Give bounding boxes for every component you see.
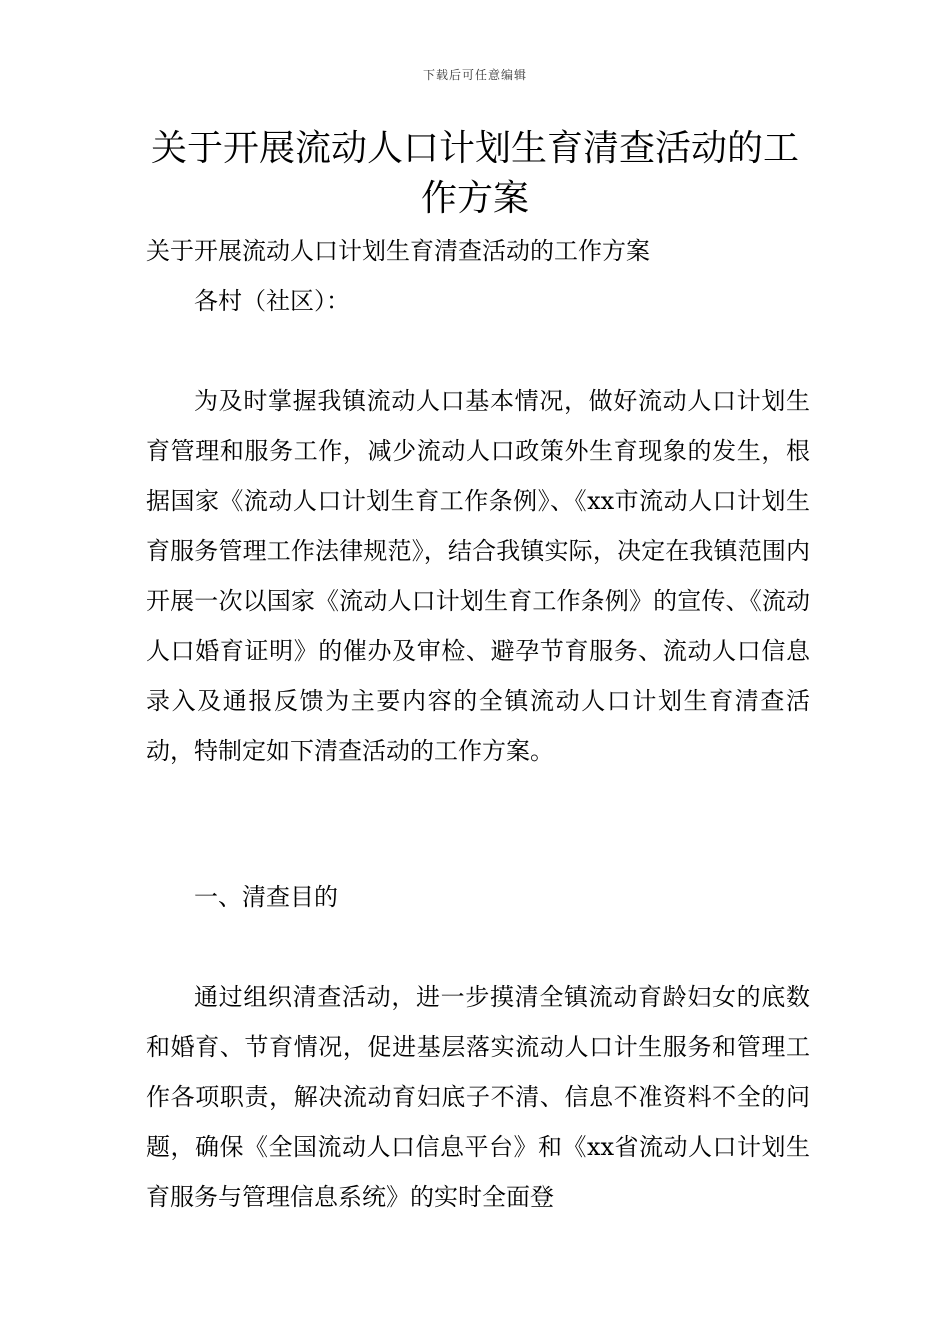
document-title: 关于开展流动人口计划生育清查活动的工作方案 (150, 128, 799, 219)
intro-paragraph: 为及时掌握我镇流动人口基本情况，做好流动人口计划生育管理和服务工作，减少流动人口政策外生育现象的发生，根据国家《流动人口计划生育工作条例》、《xx市流动人口计划生育服务管理工作法律规范》，结合我镇实际，决定在我镇范围内开展一次以国家《流动人口计划生育工作条例》的宣传、《流动人口婚育证明》的催办及审检、避孕节育服务、流动人口信息录入及通报反馈为主要内容的全镇流动人口计划生育清查活动，特制定如下清查活动的工作方案。 (146, 387, 810, 765)
header-note: 下载后可任意编辑 (422, 68, 527, 82)
purpose-paragraph: 通过组织清查活动，进一步摸清全镇流动育龄妇女的底数和婚育、节育情况，促进基层落实流动人口计生服务和管理工作各项职责，解决流动育妇底子不清、信息不准资料不全的问题，确保《全国流动人口信息平台》和《xx省流动人口计划生育服务与管理信息系统》的实时全面登 (146, 983, 810, 1211)
section-heading-purpose: 一、清查目的 (194, 883, 338, 911)
salutation: 各村（社区）： (194, 287, 350, 315)
document-subtitle: 关于开展流动人口计划生育清查活动的工作方案 (146, 237, 650, 265)
